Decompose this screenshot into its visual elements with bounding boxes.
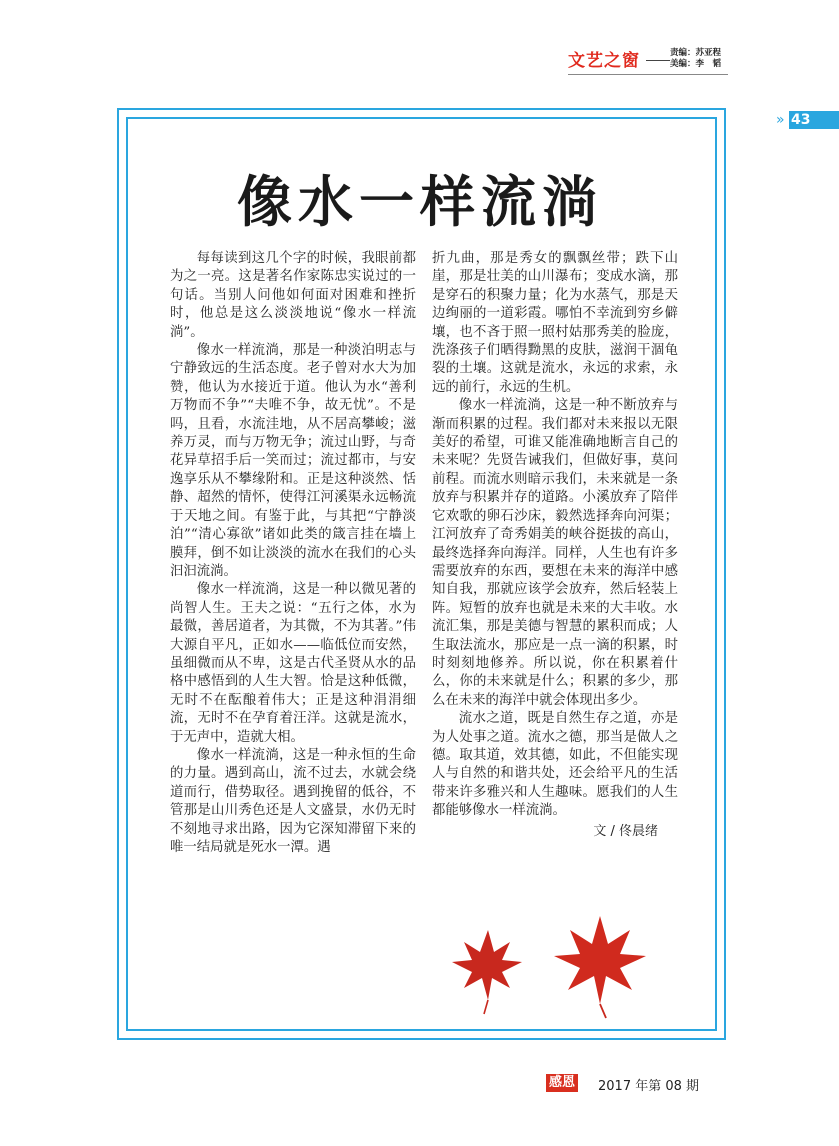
maple-leaf-icon [554, 916, 646, 1018]
maple-leaf-icon [452, 930, 522, 1014]
paragraph-6: 流水之道，既是自然生存之道，亦是为人处事之道。流水之德，那当是做人之德。取其道，效其德，如此，不但能实现人与自然的和谐共处，还会给平凡的生活带来许多雅兴和人生趣味。愿我们的人生都能够像水一样流淌。 [432, 711, 678, 819]
header-rule [568, 74, 728, 75]
editor-line-2: 美编：李 韬 [670, 59, 722, 69]
paragraph-5: 像水一样流淌，这是一种不断放弃与渐而积累的过程。我们都对未来报以无限美好的希望，可谁又能准确地断言自己的未来呢？先贤告诫我们，但做好事，莫问前程。而流水则暗示我们，未来就是一条放弃与积累并存的道路。小溪放弃了陪伴它欢歌的卵石沙床，毅然选择奔向河渠；江河放弃了奇秀娟美的峡谷挺拔的高山，最终选择奔向海洋。同样，人生也有许多需要放弃的东西，要想在未来的海洋中感知自我，那就应该学会放弃，然后轻装上阵。短暂的放弃也就是未来的大丰收。水流汇集，那是美德与智慧的累积而成；人生取法流水，那应是一点一滴的积累，时时刻刻地修养。所以说，你在积累着什么，你的未来就是什么；积累的多少，那么在未来的海洋中就会体现出多少。 [432, 398, 678, 708]
double-chevron-icon: » [776, 112, 785, 128]
paragraph-2: 像水一样流淌，那是一种淡泊明志与宁静致远的生活态度。老子曾对水大为加赞，他认为水接近于道。他认为水“善利万物而不争”“夫唯不争，故无忧”。不是吗，且看，水流洼地，从不居高攀峻；滋养万灵，而与万物无争；流过山野，与奇花异草招手后一笑而过；流过都市，与安逸享乐从不攀缘附和。正是这种淡然、恬静、超然的情怀，使得江河溪渠永远畅流于天地之间。有鉴于此，与其把“宁静淡泊”“清心寡欲”诸如此类的箴言挂在墙上膜拜，倒不如让淡淡的流水在我们的心头汩汩流淌。 [170, 343, 416, 579]
paragraph-1: 每每读到这几个字的时候，我眼前都为之一亮。这是著名作家陈忠实说过的一句话。当别人问他如何面对困难和挫折时，他总是这么淡淡地说“像水一样流淌”。 [170, 251, 416, 340]
paragraph-3: 像水一样流淌，这是一种以微见著的尚智人生。王夫之说：“五行之体，水为最微，善居道者，为其微，不为其著。”伟大源自平凡，正如水——临低位而安然，虽细微而从不卑，这是古代圣贤从水的品格中感悟到的人生大智。恰是这种低微，无时不在酝酿着伟大；正是这种涓涓细流，无时不在孕育着汪洋。这就是流水，于无声中，造就大相。 [170, 582, 416, 745]
article-column-right [432, 250, 678, 841]
magazine-brand-badge: 感恩 [546, 1074, 578, 1092]
editor-credits [670, 48, 721, 70]
page-number: 43 [789, 111, 839, 129]
article-title: 像水一样流淌 [236, 170, 603, 234]
paragraph-4-continued: 折九曲，那是秀女的飘飘丝带；跌下山崖，那是壮美的山川瀑布；变成水滴，那是穿石的积聚力量；化为水蒸气，那是天边绚丽的一道彩霞。哪怕不幸流到穷乡僻壤，也不吝于照一照村姑那秀美的脸庞，洗涤孩子们晒得黝黑的皮肤，滋润干涸龟裂的土壤。这就是流水，永远的求索，永远的前行，永远的生机。 [432, 251, 678, 395]
issue-number: 2017 年第 08 期 [598, 1079, 700, 1094]
section-title: 文艺之窗 [568, 51, 640, 71]
editor-line-1: 责编：苏亚程 [670, 48, 722, 58]
article-column-left [170, 250, 416, 857]
page-number-tab [776, 111, 839, 129]
author-byline: 文 / 佟晨绪 [593, 823, 658, 839]
paragraph-4-start: 像水一样流淌，这是一种永恒的生命的力量。遇到高山，流不过去，水就会绕道而行，借势取径。遇到挽留的低谷，不管那是山川秀色还是人文盛景，水仍无时不刻地寻求出路，因为它深知滞留下来的唯一结局就是死水一潭。遇 [170, 747, 416, 855]
maple-leaves-illustration [440, 910, 700, 1020]
header-dash [646, 60, 670, 61]
